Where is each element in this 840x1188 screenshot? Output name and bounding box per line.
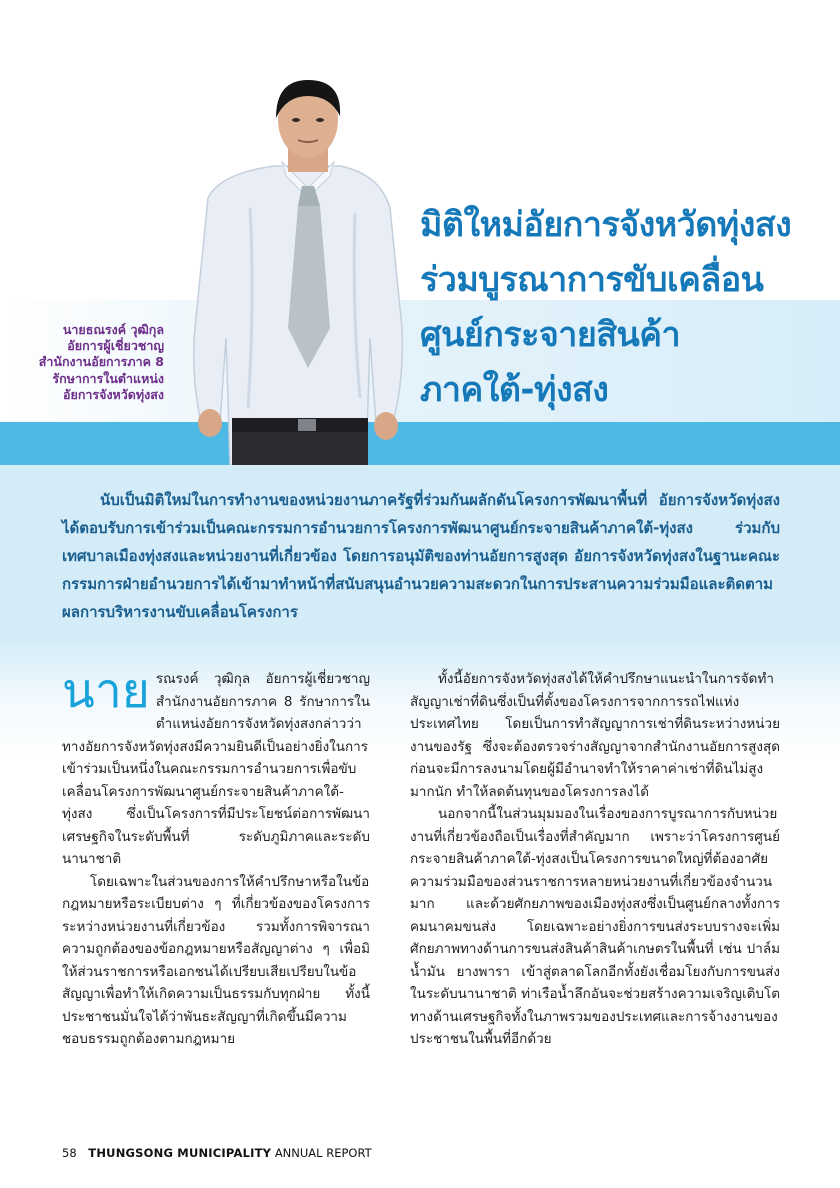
body-paragraph: นอกจากนี้ในส่วนมุมมองในเรื่องของการบูรณาการกับหน่วยงานที่เกี่ยวข้องถือเป็นเรื่องที่สำคัญมาก เพราะว่าโครงการศูนย์กระจายสินค้าภาคใต้-ทุ่งสงเป็นโครงการขนาดใหญ่ที่ต้องอาศัยความร่วมมือของส่วนราชการหลายหน่วยงานที่เกี่ยวข้องจำนวนมาก และด้วยศักยภาพของเมืองทุ่งสงซึ่งเป็นศูนย์กลางทั้งการคมนาคมขนส่ง โดยเฉพาะอย่างยิ่งการขนส่งระบบรางจะเพิ่มศักยภาพทางด้านการขนส่งสินค้าสินค้าเกษตรในพื้นที่ เช่น ปาล์มน้ำมัน ยางพารา เข้าสู่ตลาดโลกอีกทั้งยังเชื่อมโยงกับการขนส่งในระดับนานาชาติ ท่าเรือน้ำลึกอันจะช่วยสร้างความเจริญเติบโต ทางด้านเศรษฐกิจทั้งในภาพรวมของประเทศและการจ้างงานของประชาชนในพื้นที่อีกด้วย bbox=[410, 806, 780, 1047]
right-column bbox=[410, 668, 780, 1051]
drop-cap: นาย bbox=[62, 665, 150, 718]
caption-line: รักษาการในตำแหน่ง bbox=[52, 370, 164, 386]
page-number: 58 bbox=[62, 1146, 77, 1160]
headline-line: มิติใหม่อัยการจังหวัดทุ่งสง bbox=[420, 205, 792, 245]
body-paragraph bbox=[62, 665, 370, 871]
header-accent-bar bbox=[0, 422, 840, 465]
caption-line: อัยการจังหวัดทุ่งสง bbox=[62, 386, 164, 402]
footer-suffix: ANNUAL REPORT bbox=[274, 1146, 372, 1160]
portrait-photo bbox=[180, 78, 410, 465]
headline-line: ภาคใต้-ทุ่งสง bbox=[420, 370, 609, 410]
headline-line: ศูนย์กระจายสินค้า bbox=[420, 315, 681, 355]
article-headline bbox=[420, 198, 835, 418]
headline-line: ร่วมบูรณาการขับเคลื่อน bbox=[420, 260, 764, 300]
page-footer bbox=[62, 1146, 372, 1160]
caption-line: สำนักงานอัยการภาค 8 bbox=[38, 354, 164, 370]
body-paragraph: ทั้งนี้อัยการจังหวัดทุ่งสงได้ให้คำปรึกษาแนะนำในการจัดทำสัญญาเช่าที่ดินซึ่งเป็นที่ตั้งของโครงการจากการรถไฟแห่งประเทศไทย โดยเป็นการทำสัญญาการเช่าที่ดินระหว่างหน่วยงานของรัฐ ซึ่งจะต้องตรวจร่างสัญญาจากสำนักงานอัยการสูงสุดก่อนจะมีการลงนามโดยผู้มีอำนาจทำให้ราคาค่าเช่าที่ดินไม่สูงมากนัก ทำให้ลดต้นทุนของโครงการลงได้ bbox=[410, 671, 780, 800]
footer-brand: THUNGSONG MUNICIPALITY bbox=[88, 1146, 272, 1160]
caption-line: นายธณรงค์ วุฒิกุล bbox=[62, 322, 164, 337]
paragraph-text: รณรงค์ วุฒิกุล อัยการผู้เชี่ยวชาญ สำนักงานอัยการภาค 8 รักษาการในตำแหน่งอัยการจังหวัดทุ่งสงกล่าวว่าทางอัยการจังหวัดทุ่งสงมีความยินดีเป็นอย่างยิ่งในการเข้าร่วมเป็นหนึ่งในคณะกรรมการอำนวยการเพื่อขับเคลื่อนโครงการพัฒนาศูนย์กระจายสินค้าภาคใต้-ทุ่งสง ซึ่งเป็นโครงการที่มีประโยชน์ต่อการพัฒนาเศรษฐกิจในระดับพื้นที่ ระดับภูมิภาคและระดับนานาชาติ bbox=[62, 671, 370, 867]
lead-paragraph: นับเป็นมิติใหม่ในการทำงานของหน่วยงานภาครัฐที่ร่วมกันผลักดันโครงการพัฒนาพื้นที่ อัยการจังหวัดทุ่งสงได้ตอบรับการเข้าร่วมเป็นคณะกรรมการอำนวยการโครงการพัฒนาศูนย์กระจายสินค้าภาคใต้-ทุ่งสง ร่วมกับเทศบาลเมืองทุ่งสงและหน่วยงานที่เกี่ยวข้อง โดยการอนุมัติของท่านอัยการสูงสุด อัยการจังหวัดทุ่งสงในฐานะคณะกรรมการฝ่ายอำนวยการได้เข้ามาทำหน้าที่สนับสนุนอำนวยความสะดวกในการประสานความร่วมมือและติดตามผลการบริหารงานขับเคลื่อนโครงการ bbox=[62, 491, 780, 621]
left-column bbox=[62, 665, 370, 1051]
photo-caption bbox=[14, 322, 164, 403]
body-paragraph: โดยเฉพาะในส่วนของการให้คำปรึกษาหรือในข้อกฎหมายหรือระเบียบต่าง ๆ ที่เกี่ยวข้องของโครงการระหว่างหน่วยงานที่เกี่ยวข้อง รวมทั้งการพิจารณาความถูกต้องของข้อกฎหมายหรือสัญญาต่าง ๆ เพื่อมิให้ส่วนราชการหรือเอกชนได้เปรียบเสียเปรียบในข้อสัญญาเพื่อทำให้เกิดความเป็นธรรมกับทุกฝ่าย ทั้งนี้ประชาชนมั่นใจได้ว่าพันธะสัญญาที่เกิดขึ้นมีความชอบธรรมถูกต้องตามกฎหมาย bbox=[62, 873, 370, 1047]
caption-line: อัยการผู้เชี่ยวชาญ bbox=[67, 338, 164, 354]
